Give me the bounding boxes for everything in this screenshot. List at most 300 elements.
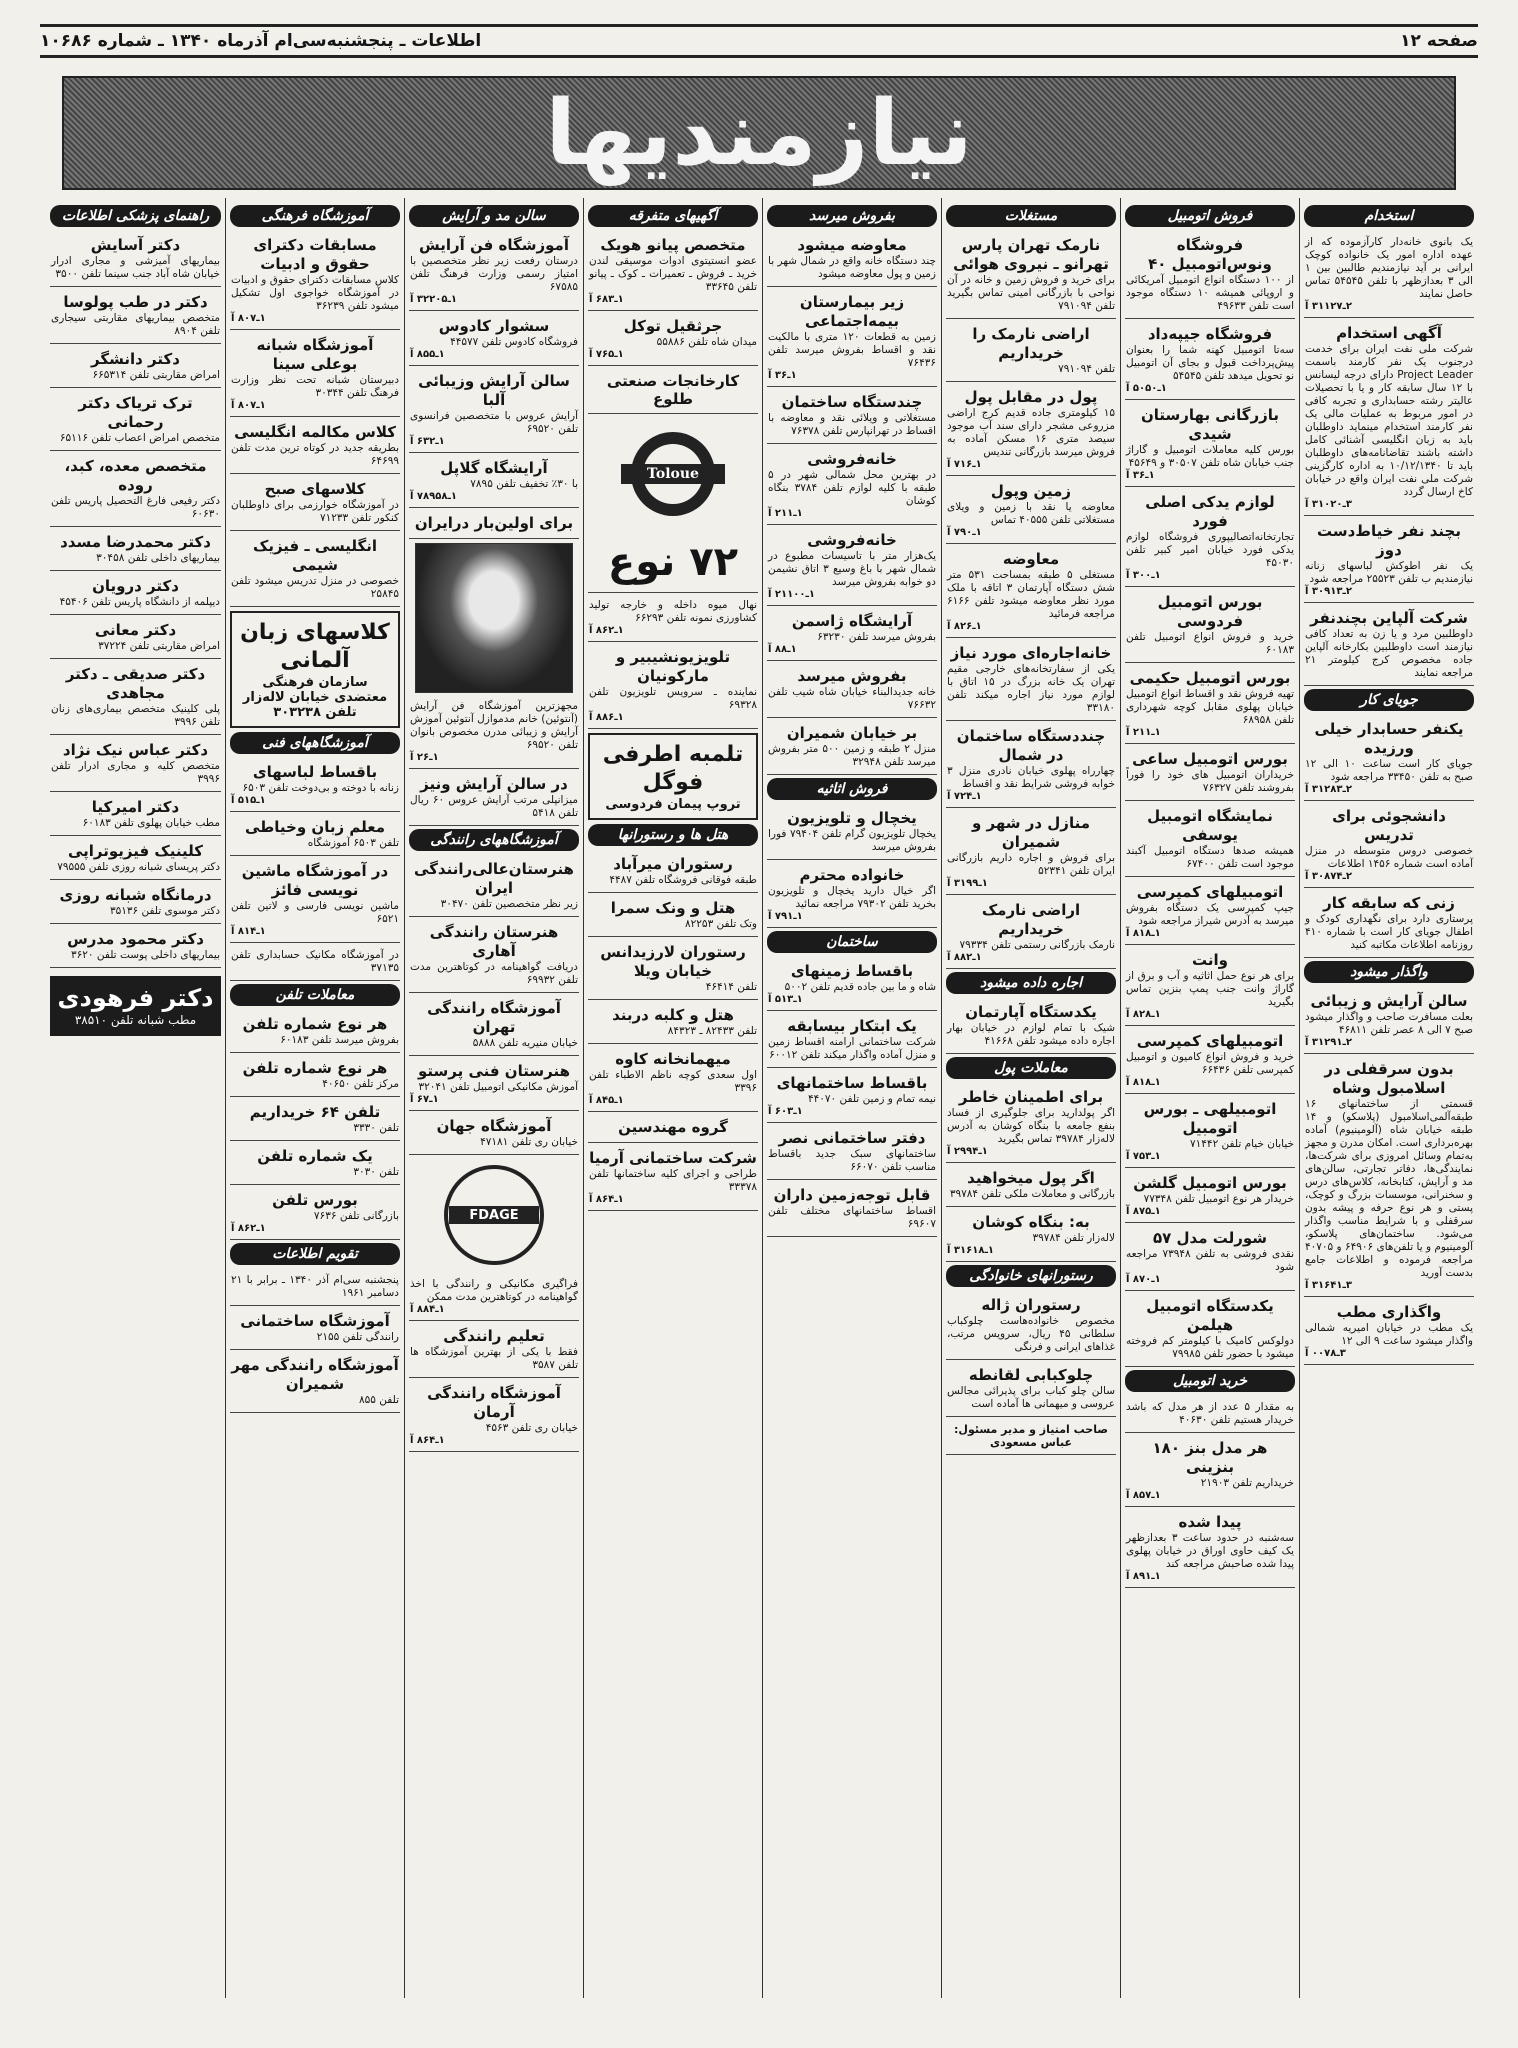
ad-title: بورس تلفن (272, 1191, 358, 1209)
ad-title: انگلیسی ـ فیزیک شیمی (252, 537, 378, 574)
ad-title: آموزشگاه شبانه بوعلی سینا (256, 336, 374, 373)
ad-code: ۲ـ۳۱۲۹۱ آ (1305, 1037, 1352, 1048)
classified-ad (1125, 1029, 1295, 1094)
ad-body: بازرگانی تلفن ۷۶۳۶ (313, 1210, 399, 1222)
ad-body: یک بانوی خانه‌دار کارآزموده که از عهده اداره امور یک خانواده کوچک ایرانی بر آید نیازمندیم طالبین بین ۱ الی ۳ بعدازظهر با تلفن ۵۴۵۴۵ تماس حاصل نمایند (1305, 236, 1473, 300)
ad-body: خصوصی در منزل تدریس میشود تلفن ۲۵۸۴۵ (231, 575, 399, 600)
ad-title: بورس اتومبیل ساعی (1132, 750, 1288, 768)
ad-title: دکتر معانی (94, 621, 177, 639)
ad-title: دکتر دانشگر (91, 350, 180, 368)
classified-ad (1304, 804, 1474, 888)
ad-code: ۱ـ۷۹۱ آ (768, 911, 803, 922)
ad-title: رستوران لارزیدانس خیابان ویلا (600, 943, 746, 980)
classified-ad (409, 772, 579, 826)
ad-title: باقساط لباسهای (252, 763, 378, 781)
ad-title: یکدستگاه آپارتمان (965, 1003, 1097, 1021)
ad-body: بعلت مسافرت صاحب و واگذار میشود صبح ۷ الی ۸ عصر تلفن ۴۶۸۱۱ (1305, 1011, 1473, 1036)
ad-title: معلم زبان وخیاطی (245, 818, 385, 836)
ad-title: شرکت ساختمانی آرمیا (589, 1149, 757, 1167)
ad-body: پنجشنبه سی‌ام آذر ۱۳۴۰ ـ برابر با ۲۱ دسامبر ۱۹۶۱ (231, 1274, 399, 1299)
classified-ad (1125, 490, 1295, 587)
ad-title: باقساط ساختمانهای (776, 1074, 928, 1092)
ad-code: ۱ـ۳۶ آ (1126, 470, 1155, 481)
ad-title: خانه‌اجاره‌ای مورد نیاز (950, 644, 1112, 662)
classified-ad (946, 1363, 1116, 1417)
classified-ad (946, 385, 1116, 476)
classified-ad (767, 447, 937, 525)
classified-ad (588, 596, 758, 642)
ad-body: یک نفر اطوکش لباسهای زنانه نیازمندیم ب تلفن ۲۵۵۲۳ مراجعه شود (1305, 560, 1473, 585)
boxed-line-1: تلمبه اطرفی فوگل (602, 742, 744, 795)
classified-ad (1304, 1057, 1474, 1297)
section-heading: معاملات پول (946, 1057, 1116, 1079)
classified-ad (588, 852, 758, 893)
ad-body: آرایش عروس با متخصصین فرانسوی تلفن ۶۹۵۲۰ (410, 410, 578, 435)
classified-ad (409, 996, 579, 1056)
classified-ad (588, 1115, 758, 1143)
ad-body: رانندگی تلفن ۲۱۵۵ (316, 1331, 399, 1343)
ad-body: متخصص امراض اعصاب تلفن ۶۵۱۱۶ (59, 432, 220, 444)
ad-title: بر خیابان شمیران (786, 724, 918, 742)
ad-body: در بهترین محل شمالی شهر در ۵ طبقه با کلیه لوازم تلفن ۳۷۸۴ بنگاه کوشان (768, 469, 936, 507)
ad-body: آموزش مکانیکی اتومبیل تلفن ۳۲۰۴۱ (418, 1081, 578, 1093)
ad-title: نارمک تهران پارس تهرانو ـ نیروی هوائی (953, 236, 1109, 273)
ad-body: از ۱۰۰ دستگاه انواع اتومبیل آمریکائی و اروپائی همیشه ۱۰ دستگاه موجود است تلفن ۴۹۶۳۳ (1126, 274, 1294, 312)
classified-ad (1304, 321, 1474, 516)
ad-body: اول سعدی کوچه ناظم الاطباء تلفن ۳۳۹۶ (589, 1069, 757, 1094)
ad-title: هتل و ونک سمرا (610, 899, 736, 917)
ad-title: دکتر محمود مدرس (67, 930, 204, 948)
classified-ad (946, 641, 1116, 721)
classified-ad (1304, 1300, 1474, 1365)
ad-code: ۱ـ۷۹۰ آ (947, 527, 982, 538)
boxed-ad (230, 611, 400, 728)
classified-ad (1125, 403, 1295, 487)
ad-body: یخچال تلویزیون گرام تلفن ۷۹۴۰۴ فورا بفروش میرسد (768, 828, 936, 853)
ad-body: مخصوص خانواده‌هاست چلوکباب سلطانی ۴۵ ریال، سرویس مرتب، غذاهای ایرانی و فرنگی (947, 1315, 1115, 1353)
ad-title: زنی که سابقه کار (1323, 894, 1455, 912)
ad-title: آموزشگاه رانندگی تهران (427, 999, 561, 1036)
classified-ad (767, 290, 937, 387)
ad-body: داوطلبین مرد و یا زن به تعداد کافی نیازمند است داوطلبین بکارخانه آلپاین جاده مخصوص کرج کیلومتر ۲۱ مراجعه نمایند (1305, 628, 1473, 679)
classified-ad (409, 697, 579, 769)
ad-code: ۲ـ۳۰۸۷۴ آ (1305, 871, 1352, 882)
ad-title: بورس اتومبیل فردوسی (1157, 593, 1263, 630)
classified-ad (230, 233, 400, 330)
ad-body: تلفن ۷۹۱۰۹۴ (1058, 363, 1115, 375)
classified-ad (767, 528, 937, 606)
classified-ad (50, 839, 221, 880)
ad-title: آموزشگاه رانندگی آرمان (427, 1384, 561, 1421)
column-2 (1120, 198, 1299, 1998)
ad-title: دکتر آسایش (90, 236, 181, 254)
ad-title: نمایشگاه اتومبیل یوسفی (1147, 807, 1273, 844)
ad-title: درمانگاه شبانه روزی (59, 886, 212, 904)
classified-ad (409, 233, 579, 311)
section-heading: اجاره داده میشود (946, 972, 1116, 994)
ad-body: خصوصی دروس متوسطه در منزل آماده است شماره ۱۴۵۶ اطلاعات (1305, 845, 1473, 870)
classified-ad (230, 1188, 400, 1240)
ad-body: تلفن ۳۰۳۰ (353, 1166, 399, 1178)
ad-code: ۱ـ۸۰۷ آ (231, 313, 266, 324)
ad-title: اتومبیلهای کمپرسی (1136, 883, 1284, 901)
classified-ad (230, 420, 400, 474)
ad-title: دکتر عباس نیک نژاد (62, 741, 209, 759)
classified-ad (1125, 322, 1295, 400)
ad-body: خریدار هر نوع اتومبیل تلفن ۷۷۳۴۸ (1143, 1193, 1294, 1205)
ad-title: دفتر ساختمانی نصر (778, 1129, 926, 1147)
ad-title: لوازم یدکی اصلی فورد (1145, 493, 1275, 530)
ad-title: آموزشگاه ساختمانی (240, 1312, 390, 1330)
ad-code: ۱ـ۵۰۵۰ آ (1126, 383, 1167, 394)
classified-ad (230, 760, 400, 812)
classified-ad (588, 645, 758, 729)
ad-body: درستان رفعت زیر نظر متخصصین با امتیاز رسمی وزارت فرهنگ تلفن ۶۷۵۸۵ (410, 255, 578, 293)
classified-ad (50, 290, 221, 344)
classified-ad (409, 1059, 579, 1111)
classified-ad (1304, 233, 1474, 318)
ad-body: ساختمانهای سبک جدید باقساط مناسب تلفن ۶۶۰۷۰ (768, 1148, 936, 1173)
ad-code: ۱ـ۸۶۴ آ (589, 1194, 624, 1205)
classified-ad (946, 811, 1116, 895)
ad-body: خیابان ری تلفن ۴۵۶۳ (485, 1422, 578, 1434)
ad-title: چندستگاه ساختمان (781, 393, 923, 411)
ad-title: جرثقیل توکل (623, 317, 723, 335)
ad-body: به مقدار ۵ عدد از هر مدل که باشد خریدار هستیم تلفن ۴۰۶۳۰ (1126, 1401, 1294, 1426)
column-3 (941, 198, 1120, 1998)
classified-ad (767, 233, 937, 287)
ad-body: دکتر موسوی تلفن ۳۵۱۳۶ (109, 905, 220, 917)
ad-body: در آموزشگاه خوارزمی برای داوطلبان کنکور تلفن ۷۱۲۳۳ (231, 499, 399, 524)
classified-ad (767, 609, 937, 661)
ad-title: تلویزیونشیبیر و مارکونیان (615, 648, 731, 685)
classified-ad (50, 530, 221, 571)
section-heading: آموزشگاههای فنی (230, 732, 400, 754)
classified-ad (50, 574, 221, 615)
ad-body: نارمک بازرگانی رستمی تلفن ۷۹۳۳۴ (959, 939, 1115, 951)
classified-ad (1125, 1294, 1295, 1367)
classified-ad (409, 857, 579, 917)
classified-ad (767, 390, 937, 444)
ad-body: دکتر رفیعی فارغ التحصیل پاریس تلفن ۶۰۶۳۰ (51, 495, 220, 520)
ad-body: اگر خیال دارید یخچال و تلویزیون بخرید تلفن ۷۹۳۰۲ مراجعه نمائید (768, 885, 936, 910)
ad-title: دکتر امیرکیا (91, 798, 180, 816)
classified-ad (946, 322, 1116, 382)
ad-body: زیر نظر متخصصین تلفن ۳۰۴۷۰ (440, 898, 578, 910)
ad-body: شرکت ملی نفت ایران برای خدمت درجنوب یک نفر کارمند باسمت Project Leader دارای درجه لیسانس با ۱۲ سال سابقه کار و یا با تحصیلات عالیتر رشته حسابداری و تجربه کافی در امور مربوط به عملیات مالی یک نفر کارمند استخدام مینماید داوطلبان باید به زبان انگلیسی آشنائی کامل داشته باشند تقاضانامه‌های داوطلبان باید تا ۱۰/۱۲/۱۳۴۰ به اداره کارگزینی شرکت ملی نفت ایران واقع در خیابان کاخ ارسال گردد (1305, 343, 1473, 498)
ad-title: آموزشگاه رانندگی مهر شمیران (231, 1356, 399, 1393)
ad-code: ۱ـ۸۲۶ آ (947, 621, 982, 632)
boxed-line-2: تروپ پیمان فردوسی (605, 797, 741, 812)
boxed-line-1: کلاسهای زبان آلمانی (240, 620, 390, 673)
ad-code: ۱ـ۷۸۹۵۸ آ (410, 491, 457, 502)
ad-title: هر مدل بنز ۱۸۰ بنزینی (1152, 1439, 1268, 1476)
classified-ad (230, 534, 400, 607)
classified-ad (1304, 519, 1474, 603)
ad-body: تجارتخانه‌اتصالیپوری فروشگاه لوازم یدکی فورد خیابان امیر کبیر تلفن ۴۵۰۳۰ (1126, 531, 1294, 569)
classified-ad (50, 662, 221, 735)
ad-code: ۱ـ۸۱۸ آ (1126, 1077, 1161, 1088)
ad-body: فروشگاه کادوس تلفن ۴۴۵۷۷ (450, 336, 578, 348)
ad-code: ۳ـ۳۱۰۲۰ آ (1305, 499, 1352, 510)
ad-body: خریداران اتومبیل های خود را فوراً بفروشند تلفن ۷۶۳۲۷ (1126, 769, 1294, 794)
logo-word: Toloue (647, 466, 699, 482)
ad-body: تلفن ۳۳۳۰ (353, 1122, 399, 1134)
ad-body: خریداریم تلفن ۲۱۹۰۳ (1200, 1477, 1294, 1489)
ad-body: اقساط ساختمانهای مختلف تلفن ۶۹۶۰۷ (768, 1205, 936, 1230)
ad-body: دولوکس کامیک با کیلومتر کم فروخته میشود با حضور تلفن ۷۹۹۸۵ (1126, 1335, 1294, 1360)
ad-code: ۲ـ۳۱۱۲۷ آ (1305, 301, 1352, 312)
ad-code: ۱ـ۲۶ آ (410, 752, 439, 763)
classified-ad (50, 618, 221, 659)
ad-body: قسمتی از ساختمانهای ۱۶ طبقه‌آلمی‌اسلامبول (پلاسکو) و ۱۴ طبقه خیابان شاه (آلومینیوم) آماده بهره‌برداری است. امکان مدرن و مجهز به‌تمام وسائل امروزی برای شرکت‌ها، نمایندگی‌ها، دفاتر تجارتی، سالن‌های مد و آرایش، کتابخانه، کلاس‌های درس و سخنرانی، موسسات بزرگ و کوچک، پستی و هر نوع حرفه و پیشه بدون سرقفلی و با شرایط مناسب واگذار می‌شود. ساختمان‌های پلاسکو، آلومینیوم و یا تلفن‌های ۶۴۹۰۶ و ۴۰۷۰۵ مراجعه فرموده و اطلاعات جامع بدست آورید (1305, 1098, 1473, 1279)
ad-code: ۱ـ۸۸ آ (768, 644, 797, 655)
classified-ad (588, 896, 758, 937)
ad-body: ماشین نویسی فارسی و لاتین تلفن ۶۵۲۱ (231, 900, 399, 925)
ad-title: یک ابتکار بیسابقه (787, 1017, 917, 1035)
ad-body: نهال میوه داخله و خارجه تولید کشاورزی نمونه تلفن ۶۶۲۹۳ (589, 599, 757, 624)
ad-body: خیابان ری تلفن ۴۷۱۸۱ (480, 1136, 578, 1148)
classified-ad (409, 1381, 579, 1452)
page-header (40, 24, 1478, 58)
ad-code: ۱ـ۸۸۲ آ (947, 952, 982, 963)
classified-ad (50, 883, 221, 924)
classified-ad (50, 738, 221, 792)
classified-ad (50, 391, 221, 451)
ad-body: دبیرستان شبانه تحت نظر وزارت فرهنگ تلفن ۳۰۳۴۴ (231, 374, 399, 399)
classified-ad (50, 795, 221, 836)
ad-body: مجهزترین آموزشگاه فن آرایش (آنتوئین) خانم مدموازل آنتوئین آموزش آرایش و زیبائی مدرن مخصوص بانوان تلفن ۶۹۵۲۰ (410, 700, 578, 751)
classified-ad (767, 1183, 937, 1237)
ad-title: سالن آرایش وزیبائی آلبا (418, 372, 570, 409)
woman-photo (415, 543, 573, 693)
classified-ad (1304, 606, 1474, 686)
ad-body: میزانپلی مرتب آرایش عروس ۶۰ ریال تلفن ۵۴۱۸ (410, 794, 578, 819)
ad-body: یکی از سفارتخانه‌های خارجی مقیم تهران یک خانه بزرگ در ۱۵ اتاق با لوازم مورد نیاز اجاره میکند تلفن ۳۳۱۸۰ (947, 663, 1115, 714)
ad-body: در آموزشگاه مکانیک حسابداری تلفن ۳۷۱۳۵ (231, 949, 399, 974)
page-number: صفحه ۱۲ (1400, 31, 1478, 51)
ad-body: برای خرید و فروش زمین و خانه در آن نواحی با بازرگانی امینی تماس بگیرید تلفن ۷۹۱۰۹۴ (947, 274, 1115, 312)
ad-title: در سالن آرایش ونیز (420, 775, 568, 793)
ad-code: ۱ـ۲۱۱ آ (1126, 727, 1161, 738)
classified-ad (230, 1012, 400, 1053)
ad-body: کلاس مسابقات دکترای حقوق و ادبیات در آموزشگاه خواجوی اول تشکیل میشود تلفن ۳۶۲۳۹ (231, 274, 399, 312)
ad-body: امراض مقاربتی تلفن ۳۷۲۲۴ (98, 640, 220, 652)
section-heading: تقویم اطلاعات (230, 1243, 400, 1265)
classified-ad (1125, 804, 1295, 877)
section-banner (62, 76, 1456, 190)
ad-body: معاوضه یا نقد با زمین و ویلای مستغلاتی تلفن ۴۰۵۵۵ تماس (947, 501, 1115, 526)
ad-code: ۱ـ۸۲۸ آ (1126, 1009, 1161, 1020)
ad-title: یخچال و تلویزیون (787, 809, 917, 827)
ad-body: خیابان خیام تلفن ۷۱۴۴۲ (1190, 1138, 1294, 1150)
ad-code: ۳ـ۳۱۶۴۱ آ (1305, 1280, 1352, 1291)
classified-ad (588, 314, 758, 366)
classified-ad (1125, 666, 1295, 744)
ad-body: یک‌هزار متر با تاسیسات مطبوع در شمال شهر با باغ وسیع ۳ اتاق نشیمن دو خوابه بفروش میرسد (768, 550, 936, 588)
ad-body: متخصص بیماریهای مقاربتی سیجاری تلفن ۸۹۰۴ (51, 312, 220, 337)
classified-ad (50, 927, 221, 968)
ad-body: میدان شاه تلفن ۵۵۸۸۶ (656, 336, 757, 348)
ad-title: مسابقات دکترای حقوق و ادبیات (253, 236, 377, 273)
ad-title: بورس اتومبیل حکیمی (1129, 669, 1291, 687)
classified-ad (50, 347, 221, 388)
ad-body: جیپ کمپرسی یک دستگاه بفروش میرسد به آدرس شیراز مراجعه شود (1126, 902, 1294, 927)
ad-code: ۱ـ۵۱۵ آ (231, 795, 266, 806)
classified-ad (409, 511, 579, 539)
ad-title: اراضی نارمک خریداریم (981, 901, 1081, 938)
ad-body: پلی کلینیک متخصص بیماری‌های زنان تلفن ۳۹۹۶ (51, 703, 220, 728)
classified-ad (946, 724, 1116, 808)
classified-ad (767, 721, 937, 775)
section-heading: واگذار میشود (1304, 961, 1474, 983)
ad-body: با ۳۰٪ تخفیف تلفن ۷۸۹۵ (470, 478, 578, 490)
ad-code: ۱ـ۶۰۳ آ (768, 1106, 803, 1117)
ad-body: لاله‌زار تلفن ۳۹۷۸۴ (1032, 1232, 1115, 1244)
doctor-ad-box (50, 976, 221, 1036)
ad-body: مستغلی ۵ طبقه بمساحت ۵۳۱ متر شش دستگاه آپارتمان ۳ اتاقه با ملک مورد نظر معاوضه میشود تلفن ۶۱۶۶ مراجعه فرمائید (947, 569, 1115, 620)
ad-title: بورس اتومبیل گلشن (1133, 1174, 1287, 1192)
ad-body: بفروش میرسد تلفن ۶۰۱۸۳ (280, 1034, 399, 1046)
ad-title: سالن آرایش و زیبائی (1310, 992, 1468, 1010)
section-heading: استخدام (1304, 205, 1474, 227)
ad-title: هنرستان فنی پرستو (418, 1062, 570, 1080)
doctor-info: مطب شبانه تلفن ۳۸۵۱۰ (74, 1013, 197, 1027)
ad-body: مطب خیابان پهلوی تلفن ۶۰۱۸۳ (82, 817, 220, 829)
ad-body: مستغلاتی و ویلائی نقد و معاوضه با اقساط در تهرانپارس تلفن ۷۶۳۷۸ (768, 412, 936, 437)
section-heading: آگهیهای متفرقه (588, 205, 758, 227)
section-heading: خرید اتومبیل (1125, 1370, 1295, 1392)
ad-title: یک شماره تلفن (257, 1147, 373, 1165)
ad-title: اگر پول میخواهید (967, 1169, 1095, 1187)
ad-body: طبقه فوقانی فروشگاه تلفن ۴۴۸۷ (609, 874, 757, 886)
ad-body: بورس کلیه معاملات اتومبیل و گاراژ جنب خیابان شاه تلفن ۳۰۵۰۷ و ۴۵۶۴۹ (1126, 444, 1294, 469)
ad-body: بیماریهای داخلی پوست تلفن ۳۶۲۰ (71, 949, 220, 961)
ad-title: تعلیم رانندگی (443, 1327, 545, 1345)
ad-body: تهیه فروش نقد و اقساط انواع اتومبیل خیابان پهلوی مقابل کوچه شهرداری تلفن ۶۸۹۵۸ (1126, 688, 1294, 726)
column-4 (762, 198, 941, 1998)
ad-title: رستوران ژاله (981, 1296, 1081, 1314)
ad-title: چنددستگاه ساختمان در شمال (956, 727, 1106, 764)
ad-title: وانت (1192, 951, 1228, 969)
classified-ad (946, 898, 1116, 969)
ad-body: سه‌تا اتومبیل کهنه شما را بعنوان پیش‌پرداخت قبول و بجای آن اتومبیل نو تحویل میدهد تلفن ۵۴۵۴۵ (1126, 344, 1294, 382)
ad-body: بیماریهای داخلی تلفن ۳۰۴۵۸ (96, 552, 220, 564)
classified-ad (946, 479, 1116, 544)
classified-ad (50, 233, 221, 287)
ad-body: ۱۵ کیلومتری جاده قدیم کرج اراضی مزروعی مشجر دارای سند آب موجود سیصد متری ۱۶ مسکن آماده به فروش میرسد بازرگانی تندیس (947, 407, 1115, 458)
classified-ad (946, 1166, 1116, 1207)
ad-body: تلفن ۴۶۴۱۴ (705, 981, 757, 993)
classified-ad (230, 1271, 400, 1306)
ad-code: ۱ـ۶۳۲ آ (410, 436, 445, 447)
classified-ad (409, 920, 579, 993)
ad-body: چند دستگاه خانه واقع در شمال شهر با زمین و پول معاوضه میشود (768, 255, 936, 280)
ad-title: بفروش میرسد (797, 667, 907, 685)
ad-title: شرکت آلپاین بچندنفر (1310, 609, 1468, 627)
classified-ad (1125, 948, 1295, 1026)
classified-ad (1304, 717, 1474, 801)
classified-ad (1304, 891, 1474, 958)
ad-code: ۱ـ۷۲۴ آ (947, 791, 982, 802)
ad-title: سشوار کادوس (438, 317, 550, 335)
ad-title: برای اطمینان خاطر (958, 1088, 1104, 1106)
column-8 (46, 198, 225, 1998)
ad-code: ۱ـ۲۹۹۴ آ (947, 1146, 988, 1157)
ad-title: دکتر صدیقی ـ دکتر مجاهدی (65, 665, 206, 702)
ad-body: اگر پولدارید برای جلوگیری از فساد بنفع جامعه با بنگاه کوشان به آدرس لاله‌زار ۳۹۷۸۴ تماس بگیرید (947, 1107, 1115, 1145)
ad-title: خانه‌فروشی (807, 450, 897, 468)
ad-title: اتومبیلهی ـ بورس اتومبیل (1143, 1100, 1277, 1137)
ad-code: ۲ـ۳۱۲۸۳ آ (1305, 784, 1352, 795)
ad-body: برای هر نوع حمل اثاثیه و آب و برق از گاراژ وانت جنب پمپ بنزین تماس بگیرید (1126, 970, 1294, 1008)
ad-title: میهمانخانه کاوه (615, 1050, 731, 1068)
ad-title: هتل و کلبه دربند (612, 1006, 734, 1024)
ad-title: ترک تریاک دکتر رحمانی (78, 394, 193, 431)
ad-code: ۲ـ۳۰۹۱۳ آ (1305, 586, 1352, 597)
classified-ad (409, 456, 579, 508)
ad-code: ۳ـ۰۰۷۸ آ (1305, 1348, 1346, 1359)
logo-title: کارخانجات صنعتی طلوع (588, 369, 758, 414)
ad-code: ۱ـ۶۷ آ (410, 1094, 439, 1105)
ad-code: ۱ـ۶۸۳ آ (589, 294, 624, 305)
section-heading: مستغلات (946, 205, 1116, 227)
ad-title: یکنفر حسابدار خیلی ورزیده (1314, 720, 1464, 757)
ad-title: آرایشگاه ژاسمن (791, 612, 913, 630)
classified-ad (767, 863, 937, 928)
ad-code: ۱ـ۳۱۶۱۸ آ (947, 1245, 994, 1256)
issue-info: اطلاعات ـ پنجشنبه‌سی‌ام آذرماه ۱۳۴۰ ـ شماره ۱۰۶۸۶ (40, 31, 482, 51)
ad-body: خانه جدیدالبناء خیابان شاه شیب تلفن ۷۶۶۳۲ (768, 686, 936, 711)
classified-ad (767, 1126, 937, 1180)
classified-ad (767, 1071, 937, 1123)
toloue-logo (596, 418, 750, 530)
classified-ad (767, 959, 937, 1011)
ad-body: شاه و ما بین جاده قدیم تلفن ۵۰۰۲ (784, 981, 936, 993)
classified-ad (588, 1047, 758, 1112)
ad-title: خانه‌فروشی (807, 531, 897, 549)
ad-title: هنرستان رانندگی آهاری (429, 923, 559, 960)
ad-code: ۱ـ۷۱۶ آ (947, 459, 982, 470)
ad-title: اتومبیلهای کمپرسی (1136, 1032, 1284, 1050)
ad-title: منازل در شهر و شمیران (971, 814, 1090, 851)
ad-title: هنرستان‌عالی‌رانندگی ایران (414, 860, 574, 897)
section-heading: سالن مد و آرایش (409, 205, 579, 227)
classified-ad (1125, 590, 1295, 663)
classified-ad (230, 1056, 400, 1097)
ad-title: بدون سرقفلی در اسلامبول وشاه (1324, 1060, 1454, 1097)
ad-code: ۱ـ۸۸۶ آ (589, 712, 624, 723)
ad-body: زمین به قطعات ۱۲۰ متری با مالکیت نقد و اقساط بفروش میرسد تلفن ۷۶۴۳۶ (768, 331, 936, 369)
classified-ad (946, 1085, 1116, 1163)
ad-body: بفروش میرسد تلفن ۶۳۲۳۰ (817, 631, 936, 643)
ad-body: پرستاری دارد برای نگهداری کودک و اطفال جویای کار است با شماره ۴۱۰ روزنامه اطلاعات مکاتبه کنید (1305, 913, 1473, 951)
ad-title: متخصص پیانو هویک (600, 236, 746, 254)
classified-ad (230, 333, 400, 417)
ad-title: آگهی استخدام (1336, 324, 1442, 342)
ad-code: ۱ـ۸۶۲ آ (589, 625, 624, 636)
section-heading: راهنمای پزشکی اطلاعات (50, 205, 221, 227)
ad-title: دکتر در طب پولوسا (63, 293, 208, 311)
ad-body: نقدی فروشی به تلفن ۷۳۹۴۸ مراجعه شود (1126, 1248, 1294, 1273)
ad-body: تلفن ۸۵۵ (359, 1394, 399, 1406)
classified-ad (230, 1100, 400, 1141)
section-heading: بفروش میرسد (767, 205, 937, 227)
ad-title: شورلت مدل ۵۷ (1152, 1229, 1268, 1247)
ad-code: ۱ـ۸۶۲ آ (231, 1223, 266, 1234)
ad-code: ۱ـ۷۶۵ آ (589, 349, 624, 360)
ad-title: خانواده محترم (799, 866, 905, 884)
